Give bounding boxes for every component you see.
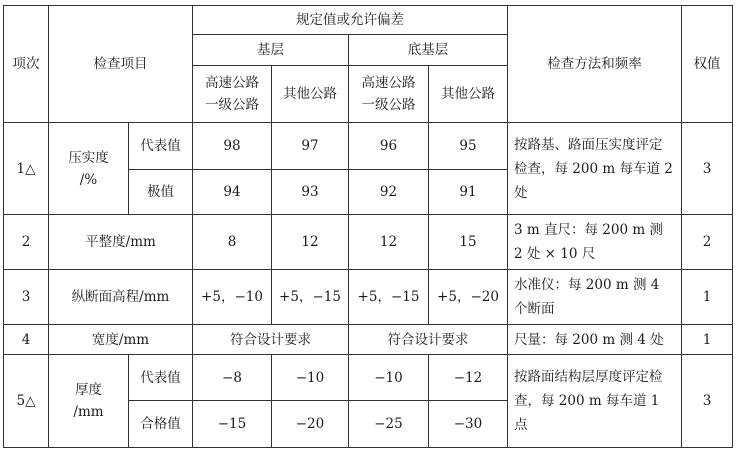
method-cell: 尺量：每 200 m 测 4 处 [508,325,682,355]
item-name: 平整度/mm [49,215,193,270]
value-cell: 15 [429,215,508,270]
item-name: 厚度 /mm [49,355,129,448]
weight-cell: 3 [682,123,733,215]
value-cell: 97 [272,123,349,170]
value-cell: 94 [193,170,272,215]
sub-label: 极值 [129,170,193,215]
header-check-item: 检查项目 [49,6,193,123]
weight-cell: 3 [682,355,733,448]
header-other-subbase: 其他公路 [429,66,508,123]
value-cell: +5，−20 [429,270,508,325]
value-cell: −8 [193,355,272,401]
value-cell: −20 [272,401,349,448]
header-other-base: 其他公路 [272,66,349,123]
value-cell: +5，−15 [272,270,349,325]
header-highway-subbase: 高速公路 一级公路 [349,66,429,123]
value-cell: 8 [193,215,272,270]
value-cell: −25 [349,401,429,448]
method-cell: 3 m 直尺：每 200 m 测 2 处 × 10 尺 [508,215,682,270]
table-row [4,355,733,401]
value-cell: 93 [272,170,349,215]
header-weight: 权值 [682,6,733,123]
item-name: 宽度/mm [49,325,193,355]
header-subbase: 底基层 [349,35,508,66]
item-no: 3 [4,270,49,325]
table-row [4,215,733,270]
method-cell: 按路面结构层厚度评定检查，每 200 m 每车道 1 点 [508,355,682,448]
value-cell: 12 [272,215,349,270]
sub-label: 代表值 [129,355,193,401]
value-cell: −15 [193,401,272,448]
item-no: 2 [4,215,49,270]
value-cell: 96 [349,123,429,170]
header-base: 基层 [193,35,349,66]
item-no: 1△ [4,123,49,215]
value-cell: 92 [349,170,429,215]
value-cell: 12 [349,215,429,270]
item-no: 4 [4,325,49,355]
table-row [4,270,733,325]
item-no: 5△ [4,355,49,448]
header-spec-value: 规定值或允许偏差 [193,6,508,35]
value-cell: 91 [429,170,508,215]
value-cell: −30 [429,401,508,448]
table-row [4,123,733,170]
value-cell: 符合设计要求 [193,325,349,355]
sub-label: 代表值 [129,123,193,170]
value-cell: +5，−15 [349,270,429,325]
weight-cell: 1 [682,270,733,325]
value-cell: −12 [429,355,508,401]
item-name: 压实度 /% [49,123,129,215]
table-row [4,325,733,355]
inspection-spec-table [3,5,733,448]
method-cell: 水准仪：每 200 m 测 4 个断面 [508,270,682,325]
value-cell: 98 [193,123,272,170]
weight-cell: 1 [682,325,733,355]
value-cell: −10 [272,355,349,401]
header-row-1 [4,6,733,35]
value-cell: 符合设计要求 [349,325,508,355]
value-cell: 95 [429,123,508,170]
sub-label: 合格值 [129,401,193,448]
value-cell: +5，−10 [193,270,272,325]
weight-cell: 2 [682,215,733,270]
header-highway-base: 高速公路 一级公路 [193,66,272,123]
value-cell: −10 [349,355,429,401]
header-item-no: 项次 [4,6,49,123]
header-method: 检查方法和频率 [508,6,682,123]
item-name: 纵断面高程/mm [49,270,193,325]
method-cell: 按路基、路面压实度评定检查，每 200 m 每车道 2 处 [508,123,682,215]
